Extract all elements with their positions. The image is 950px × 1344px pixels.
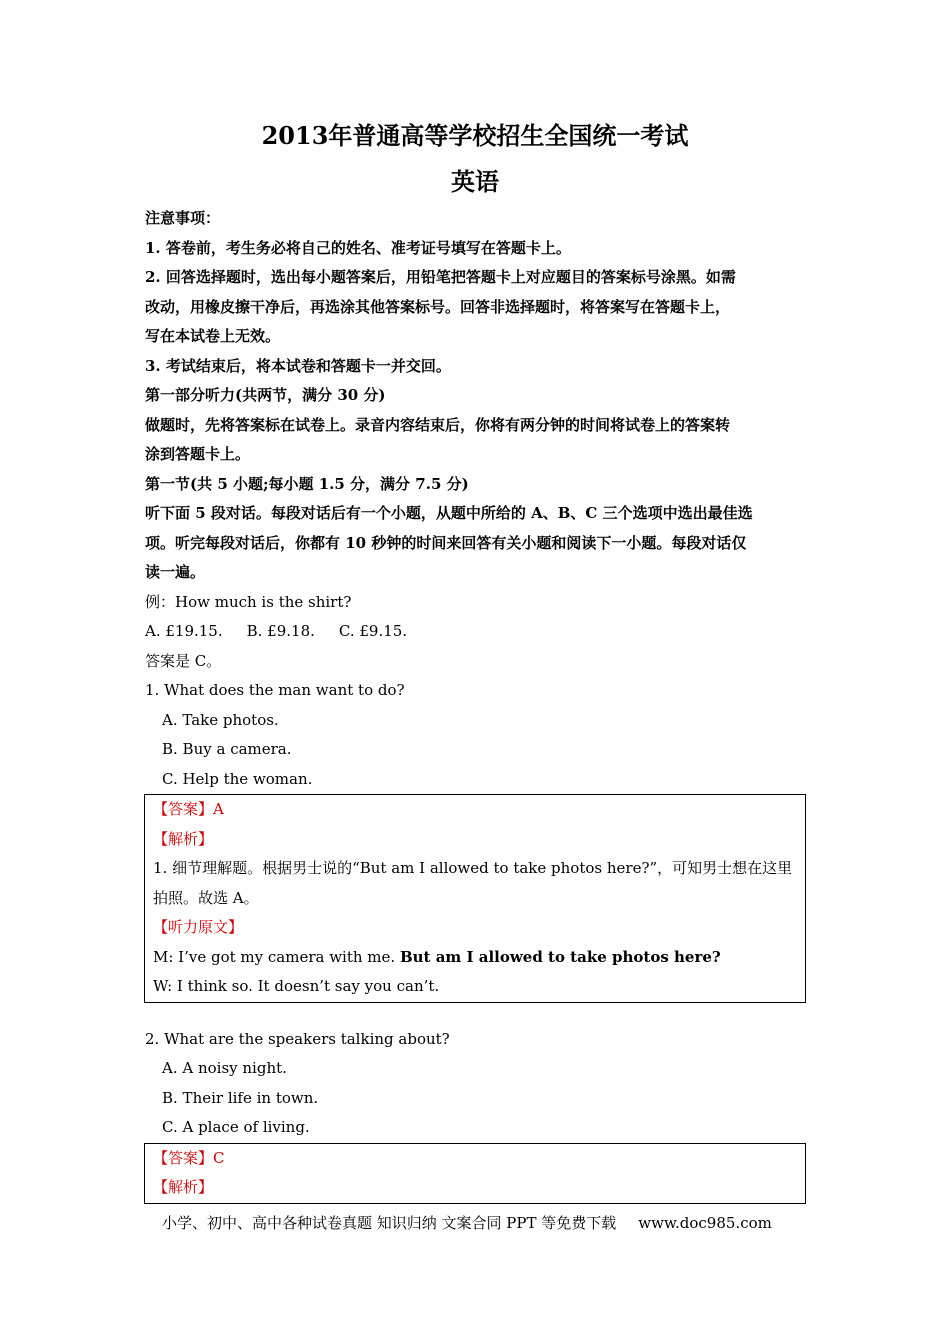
notice-item-3: 3. 考试结束后，将本试卷和答题卡一并交回。: [145, 356, 451, 375]
part1-instruction-a: 做题时，先将答案标在试卷上。录音内容结束后，你将有两分钟的时间将试卷上的答案转: [145, 415, 731, 434]
footer-url[interactable]: www.doc985.com: [638, 1214, 772, 1232]
q2-answer-box: [144, 1143, 806, 1204]
q1-analysis-a: 1. 细节理解题。根据男士说的“But am I allowed to take photos here?”，可知男士想在这里: [153, 859, 793, 877]
section1-instruction-b: 项。听完每段对话后，你都有 10 秒钟的时间来回答有关小题和阅读下一小题。每段对话仅: [145, 533, 747, 552]
part1-instruction-b: 涂到答题卡上。: [145, 445, 251, 463]
q1-answer: 【答案】A: [153, 800, 224, 818]
q1-option-b: B. Buy a camera.: [162, 740, 292, 758]
q2-question: 2. What are the speakers talking about?: [145, 1029, 450, 1048]
page-footer: [162, 1212, 772, 1233]
q2-option-c: C. A place of living.: [162, 1118, 310, 1136]
q1-answer-box: [144, 794, 806, 1003]
section1-instruction-c: 读一遍。: [145, 563, 206, 581]
q1-transcript-w: W: I think so. It doesn’t say you can’t.: [153, 977, 440, 995]
example-option-a: A. £19.15.: [145, 622, 223, 640]
example-options: [145, 617, 810, 647]
q2-option-a: A. A noisy night.: [162, 1059, 287, 1077]
example-option-b: B. £9.18.: [246, 622, 315, 640]
footer-text: 小学、初中、高中各种试卷真题 知识归纳 文案合同 PPT 等免费下载: [162, 1214, 617, 1232]
section1-heading: 第一节(共 5 小题;每小题 1.5 分，满分 7.5 分): [145, 474, 469, 493]
example-question: 例：How much is the shirt?: [145, 592, 352, 611]
notice-item-2b: 改动，用橡皮擦干净后，再选涂其他答案标号。回答非选择题时，将答案写在答题卡上，: [145, 297, 731, 316]
q1-question: 1. What does the man want to do?: [145, 681, 405, 699]
q1-option-c: C. Help the woman.: [162, 769, 313, 788]
q1-transcript-m-key: But am I allowed to take photos here?: [399, 947, 721, 966]
q1-analysis-b: 拍照。故选 A。: [153, 888, 259, 907]
example-answer: 答案是 C。: [145, 651, 222, 670]
notice-item-2c: 写在本试卷上无效。: [145, 327, 281, 345]
q2-option-b: B. Their life in town.: [162, 1088, 319, 1107]
notice-item-1: 1. 答卷前，考生务必将自己的姓名、准考证号填写在答题卡上。: [145, 238, 571, 257]
notice-heading: 注意事项：: [145, 209, 221, 227]
exam-content: [145, 204, 810, 1204]
q1-option-a: A. Take photos.: [162, 710, 279, 729]
exam-subject: 英语: [451, 167, 499, 196]
q2-analysis-label: 【解析】: [153, 1178, 214, 1196]
part1-heading: 第一部分听力(共两节，满分 30 分): [145, 386, 386, 404]
notice-item-2a: 2. 回答选择题时，选出每小题答案后，用铅笔把答题卡上对应题目的答案标号涂黑。如需: [145, 268, 736, 286]
q1-transcript-label: 【听力原文】: [153, 918, 244, 936]
exam-title: 2013年普通高等学校招生全国统一考试: [261, 121, 689, 150]
q1-transcript-m-prefix: M: I’ve got my camera with me.: [153, 947, 400, 966]
section1-instruction-a: 听下面 5 段对话。每段对话后有一个小题，从题中所给的 A、B、C 三个选项中选出最佳选: [145, 504, 753, 522]
q1-analysis-label: 【解析】: [153, 829, 214, 848]
q1-transcript-m: [153, 943, 797, 973]
q2-answer: 【答案】C: [153, 1148, 225, 1167]
example-option-c: C. £9.15.: [338, 622, 408, 640]
